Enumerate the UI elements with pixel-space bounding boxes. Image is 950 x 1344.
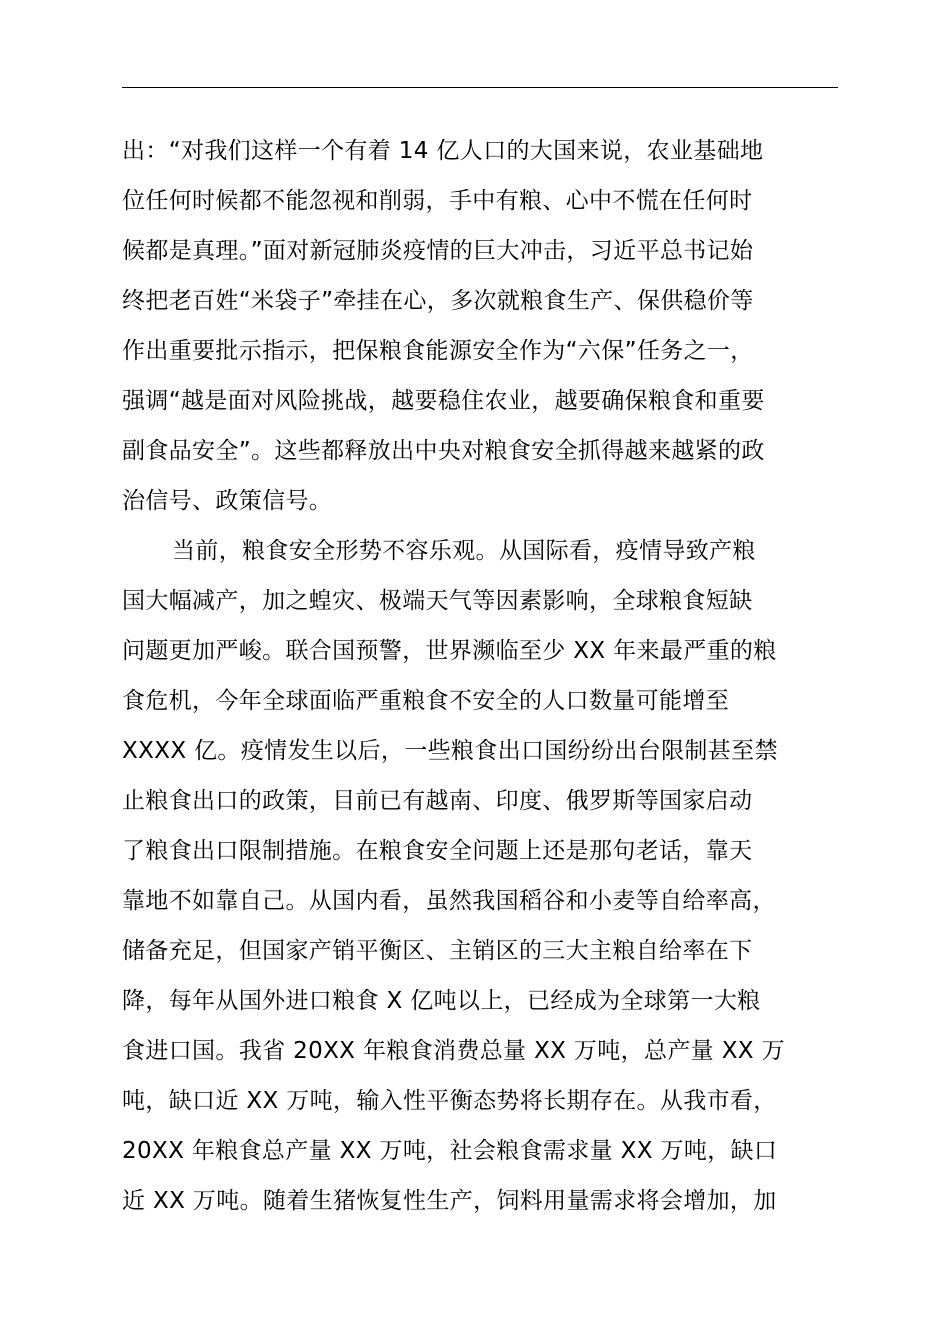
text-line: 降，每年从国外进口粮食 X 亿吨以上，已经成为全球第一大粮 [122, 988, 761, 1014]
text-line: 止粮食出口的政策，目前已有越南、印度、俄罗斯等国家启动 [122, 788, 753, 814]
text-line: 储备充足，但国家产销平衡区、主销区的三大主粮自给率在下 [122, 938, 753, 964]
text-line: 国大幅减产，加之蝗灾、极端天气等因素影响，全球粮食短缺 [122, 588, 753, 614]
text-line: 了粮食出口限制措施。在粮食安全问题上还是那句老话，靠天 [122, 838, 753, 864]
paragraph-start-line: 当前，粮食安全形势不容乐观。从国际看，疫情导致产粮 [172, 538, 756, 564]
text-line: 治信号、政策信号。 [122, 488, 333, 514]
text-line: 靠地不如靠自己。从国内看，虽然我国稻谷和小麦等自给率高， [122, 888, 776, 914]
text-line: 出：“对我们这样一个有着 14 亿人口的大国来说，农业基础地 [122, 138, 764, 164]
text-line: 问题更加严峻。联合国预警，世界濒临至少 XX 年来最严重的粮 [122, 638, 777, 664]
text-line: 终把老百姓“米袋子”牵挂在心，多次就粮食生产、保供稳价等 [122, 288, 754, 314]
text-line: 位任何时候都不能忽视和削弱，手中有粮、心中不慌在任何时 [122, 188, 753, 214]
text-line: 食进口国。我省 20XX 年粮食消费总量 XX 万吨，总产量 XX 万 [122, 1038, 785, 1064]
text-line: 20XX 年粮食总产量 XX 万吨，社会粮食需求量 XX 万吨，缺口 [122, 1138, 778, 1164]
text-line: 近 XX 万吨。随着生猪恢复性生产，饲料用量需求将会增加，加 [122, 1188, 777, 1214]
text-line: XXXX 亿。疫情发生以后，一些粮食出口国纷纷出台限制甚至禁 [122, 738, 778, 764]
text-line: 副食品安全”。这些都释放出中央对粮食安全抓得越来越紧的政 [122, 438, 765, 464]
text-line: 吨，缺口近 XX 万吨，输入性平衡态势将长期存在。从我市看， [122, 1088, 777, 1114]
text-line: 强调“越是面对风险挑战，越要稳住农业，越要确保粮食和重要 [122, 388, 765, 414]
text-line: 候都是真理。”面对新冠肺炎疫情的巨大冲击，习近平总书记始 [122, 238, 754, 264]
body-text [122, 126, 862, 1226]
text-line: 作出重要批示指示，把保粮食能源安全作为“六保”任务之一， [122, 338, 754, 364]
header-rule [122, 87, 838, 88]
text-line: 食危机，今年全球面临严重粮食不安全的人口数量可能增至 [122, 688, 730, 714]
